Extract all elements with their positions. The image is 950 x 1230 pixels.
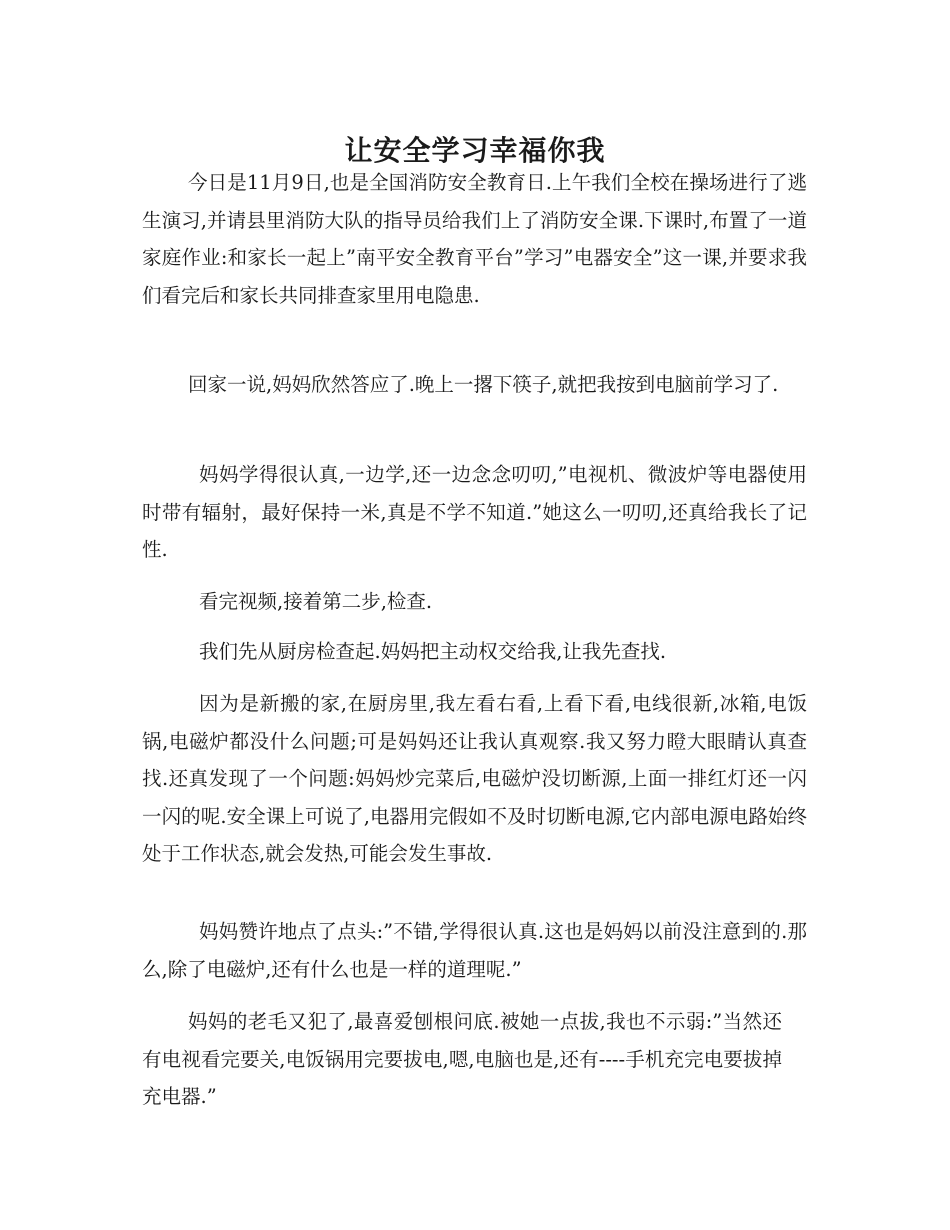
paragraph-3: 妈妈学得很认真,一边学,还一边念念叨叨,”电视机、微波炉等电器使用时带有辐射，最好保持一米,真是不学不知道.”她这么一叨叨,还真给我长了记性. — [142, 463, 807, 561]
paragraph-5: 我们先从厨房检查起.妈妈把主动权交给我,让我先查找. — [199, 640, 667, 663]
paragraph-8: 妈妈的老毛又犯了,最喜爱刨根问底.被她一点拔,我也不示弱:”当然还有电视看完要关,电饭锅用完要拔电,嗯,电脑也是,还有----手机充完电要拔掉充电器.” — [142, 1010, 782, 1108]
document-title: 让安全学习幸福你我 — [344, 133, 606, 167]
paragraph-4: 看完视频,接着第二步,检查. — [199, 590, 433, 613]
paragraph-6: 因为是新搬的家,在厨房里,我左看右看,上看下看,电线很新,冰箱,电饭锅,电磁炉都没什么问题;可是妈妈还让我认真观察.我又努力瞪大眼睛认真查找.还真发现了一个问题:妈妈炒完菜后,电磁炉没切断源,上面一排红灯还一闪一闪的呢.安全课上可说了,电器用完假如不及时切断电源,它内部电源电路始终处于工作状态,就会发热,可能会发生事故. — [142, 692, 807, 865]
paragraph-7: 妈妈赞许地点了点头:”不错,学得很认真.这也是妈妈以前没注意到的.那么,除了电磁炉,还有什么也是一样的道理呢.” — [142, 920, 807, 981]
paragraph-2: 回家一说,妈妈欣然答应了.晚上一撂下筷子,就把我按到电脑前学习了. — [188, 373, 779, 396]
paragraph-1: 今日是11月9日,也是全国消防安全教育日.上午我们全校在操场进行了逃生演习,并请县里消防大队的指导员给我们上了消防安全课.下课时,布置了一道家庭作业:和家长一起上”南平安全教育平台”学习”电器安全”这一课,并要求我们看完后和家长共同排查家里用电隐患. — [142, 171, 807, 307]
